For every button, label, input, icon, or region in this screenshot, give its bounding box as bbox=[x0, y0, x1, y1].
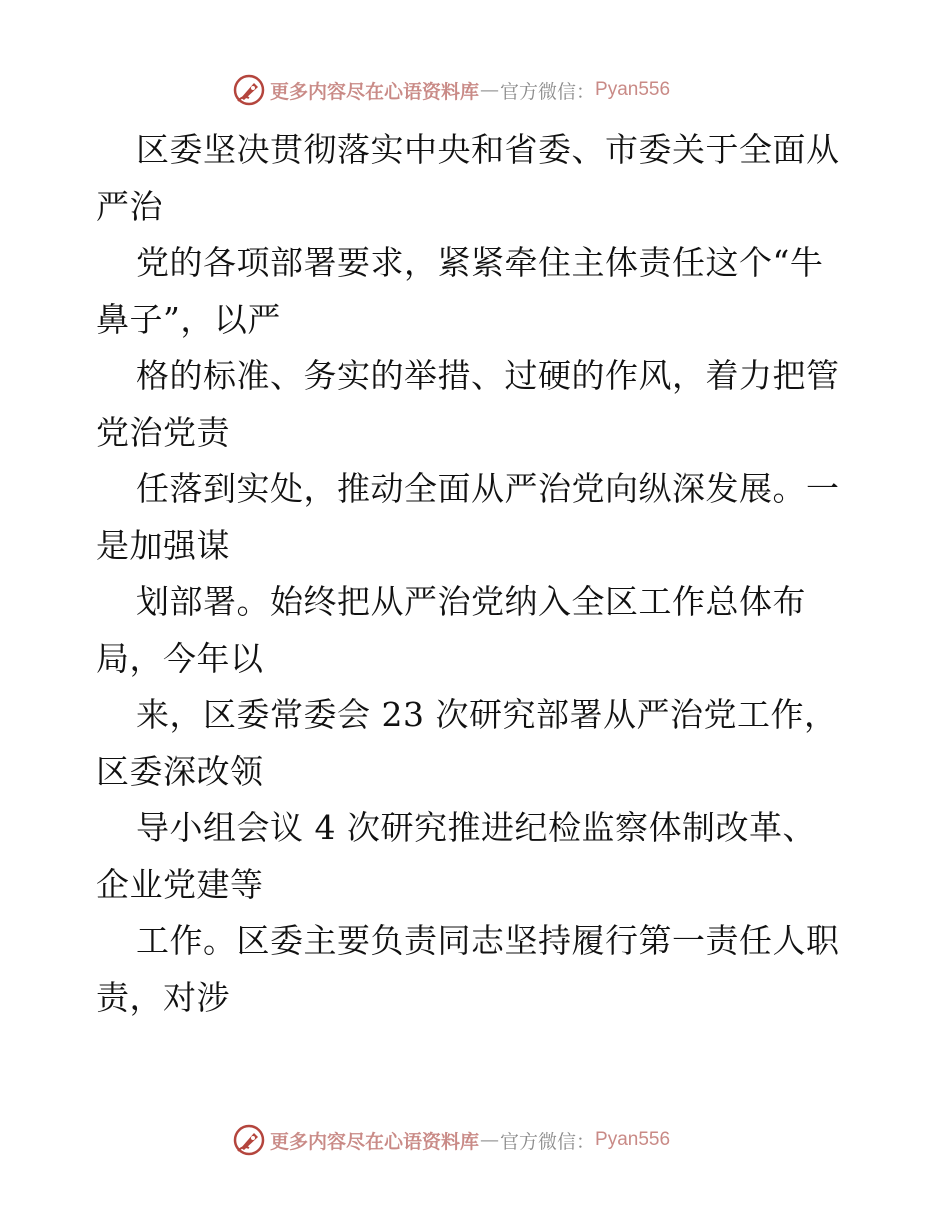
text-line: 区委坚决贯彻落实中央和省委、市委关于全面从 bbox=[136, 130, 840, 169]
text-line: 严治 bbox=[96, 186, 163, 226]
text-line: 党治党责 bbox=[96, 412, 230, 452]
text-line: 是加强谋 bbox=[96, 525, 230, 565]
header-watermark bbox=[232, 72, 670, 108]
watermark-site-text: 更多内容尽在心语资料库 bbox=[270, 1130, 480, 1153]
text-line: 区委深改领 bbox=[96, 751, 264, 791]
document-body bbox=[96, 122, 876, 1026]
pen-nib-circle-icon bbox=[232, 1123, 266, 1157]
watermark-official-label: 官方微信： bbox=[500, 80, 596, 103]
text-line: 鼻子”，以严 bbox=[96, 299, 281, 339]
watermark-dash: — bbox=[480, 79, 500, 101]
footer-watermark bbox=[232, 1122, 670, 1158]
watermark-account-id: Pyan556 bbox=[595, 1129, 671, 1150]
text-line: 企业党建等 bbox=[96, 864, 264, 904]
text-line: 格的标准、务实的举措、过硬的作风，着力把管 bbox=[136, 356, 840, 395]
text-line: 责，对涉 bbox=[96, 977, 230, 1017]
text-line: 局，今年以 bbox=[96, 638, 264, 678]
text-line: 划部署。始终把从严治党纳入全区工作总体布 bbox=[136, 582, 806, 621]
text-line: 任落到实处，推动全面从严治党向纵深发展。一 bbox=[136, 469, 840, 508]
watermark-account-id: Pyan556 bbox=[595, 79, 671, 100]
text-line: 工作。区委主要负责同志坚持履行第一责任人职 bbox=[136, 921, 840, 960]
watermark-site-text: 更多内容尽在心语资料库 bbox=[270, 80, 480, 103]
text-line: 来，区委常委会 23 次研究部署从严治党工作， bbox=[136, 695, 838, 734]
watermark-official-label: 官方微信： bbox=[500, 1130, 596, 1153]
watermark-dash: — bbox=[480, 1129, 500, 1151]
text-line: 党的各项部署要求，紧紧牵住主体责任这个“牛 bbox=[136, 243, 824, 282]
text-line: 导小组会议 4 次研究推进纪检监察体制改革、 bbox=[136, 808, 816, 847]
pen-nib-circle-icon bbox=[232, 73, 266, 107]
